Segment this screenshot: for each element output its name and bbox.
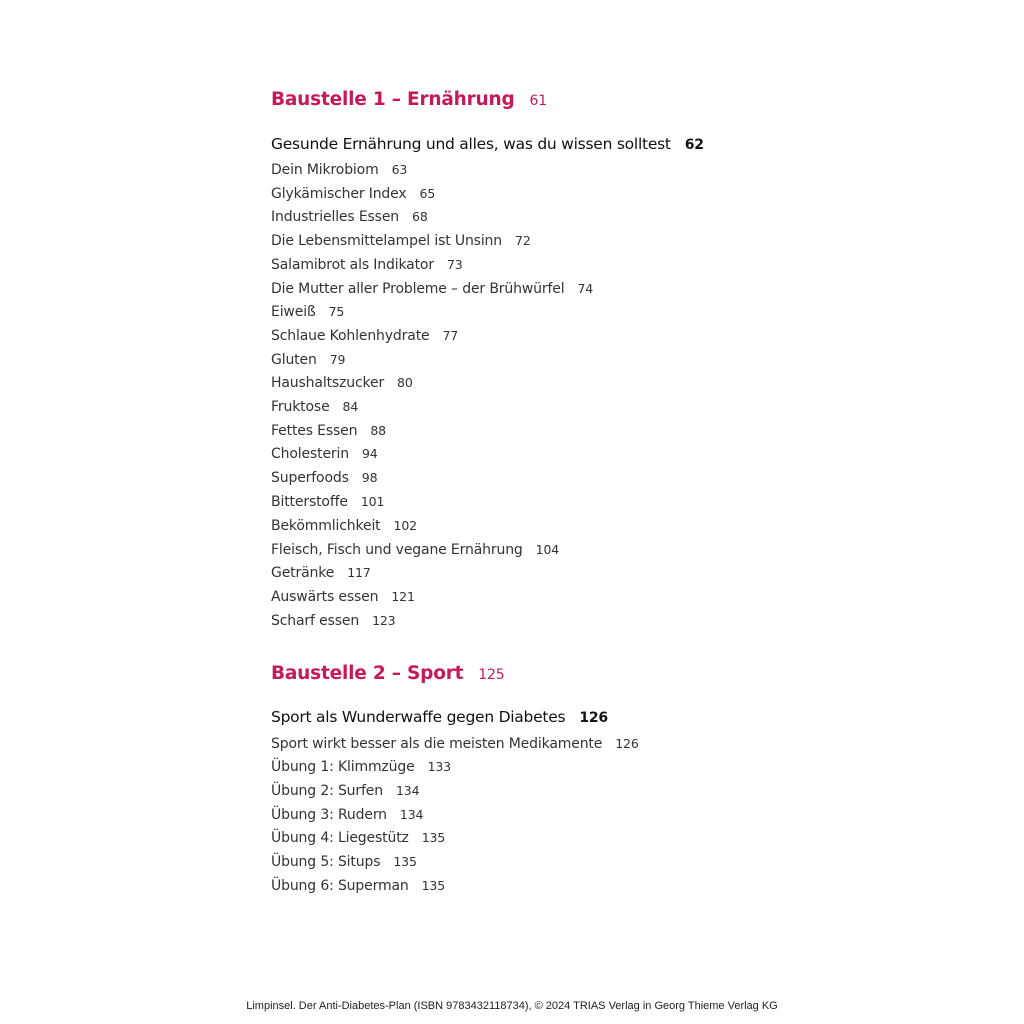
entry-title: Schlaue Kohlenhydrate: [271, 328, 430, 344]
toc-entry: [271, 736, 639, 752]
entry-title: Bekömmlichkeit: [271, 518, 381, 534]
entry-title: Superfoods: [271, 470, 349, 486]
entry-title: Übung 1: Klimmzüge: [271, 759, 415, 775]
entry-page-number: 101: [360, 494, 385, 509]
entry-title: Die Mutter aller Probleme – der Brühwürfel: [271, 281, 565, 297]
toc-entry: [271, 375, 413, 391]
entry-page-number: 135: [421, 830, 446, 845]
entry-page-number: 75: [328, 304, 345, 319]
entry-page-number: 65: [419, 186, 436, 201]
toc-entry: [271, 162, 407, 178]
entry-title: Übung 5: Situps: [271, 854, 381, 870]
entry-title: Haushaltszucker: [271, 375, 385, 391]
entry-title: Sport wirkt besser als die meisten Medikamente: [271, 736, 603, 752]
chapter-title: Sport als Wunderwaffe gegen Diabetes: [271, 708, 566, 726]
entry-page-number: 133: [427, 759, 451, 774]
toc-entry: [271, 470, 377, 486]
toc-entry: [271, 542, 559, 558]
toc-entry: [271, 830, 445, 846]
section-heading: [271, 663, 504, 684]
entry-title: Glykämischer Index: [271, 186, 407, 202]
entry-title: Cholesterin: [271, 446, 349, 462]
entry-page-number: 73: [446, 257, 463, 272]
toc-entry: [271, 328, 458, 344]
entry-page-number: 98: [361, 470, 378, 485]
toc-entry: [271, 494, 384, 510]
toc-entry: [271, 518, 417, 534]
entry-title: Dein Mikrobiom: [271, 162, 379, 178]
entry-page-number: 123: [372, 613, 396, 628]
entry-page-number: 80: [397, 375, 413, 390]
section-title: Baustelle 2 – Sport: [271, 663, 464, 684]
entry-title: Eiweiß: [271, 304, 316, 320]
toc-entry: [271, 423, 386, 439]
entry-page-number: 77: [442, 328, 459, 343]
entry-title: Übung 6: Superman: [271, 878, 409, 894]
toc-entry: [271, 759, 451, 775]
entry-title: Getränke: [271, 565, 335, 581]
entry-page-number: 102: [393, 518, 417, 533]
entry-title: Industrielles Essen: [271, 209, 400, 225]
toc-entry: [271, 304, 344, 320]
toc-entry: [271, 854, 417, 870]
entry-title: Auswärts essen: [271, 589, 379, 605]
toc-entry: [271, 446, 378, 462]
entry-page-number: 72: [515, 233, 531, 248]
toc-entry: [271, 783, 419, 799]
entry-page-number: 94: [361, 446, 378, 461]
chapter-title: Gesunde Ernährung und alles, was du wissen solltest: [271, 135, 671, 153]
toc-entry: [271, 186, 435, 202]
entry-title: Scharf essen: [271, 613, 360, 629]
entry-title: Fettes Essen: [271, 423, 358, 439]
entry-page-number: 84: [342, 399, 359, 414]
toc-entry: [271, 352, 345, 368]
section-heading: [271, 89, 547, 110]
toc-entry: [271, 281, 593, 297]
copyright-footer: Limpinsel. Der Anti-Diabetes-Plan (ISBN 9783432118734), © 2024 TRIAS Verlag in Georg Thieme Verlag KG: [246, 1000, 778, 1012]
entry-title: Fruktose: [271, 399, 330, 415]
toc-entry: [271, 589, 415, 605]
section-title: Baustelle 1 – Ernährung: [271, 89, 515, 110]
toc-entry: [271, 209, 428, 225]
chapter-page-number: 62: [684, 137, 704, 153]
entry-page-number: 104: [535, 542, 560, 557]
entry-page-number: 134: [399, 807, 424, 822]
toc-entry: [271, 399, 358, 415]
entry-page-number: 74: [577, 281, 594, 296]
chapter-heading: [271, 708, 608, 726]
entry-page-number: 135: [393, 854, 417, 869]
chapter-heading: [271, 135, 704, 153]
toc-entry: [271, 613, 395, 629]
entry-page-number: 121: [391, 589, 415, 604]
entry-title: Übung 2: Surfen: [271, 783, 383, 799]
toc-entry: [271, 565, 371, 581]
chapter-page-number: 126: [579, 710, 608, 726]
entry-page-number: 135: [421, 878, 446, 893]
entry-page-number: 126: [615, 736, 639, 751]
entry-page-number: 63: [391, 162, 408, 177]
toc-entry: [271, 257, 463, 273]
entry-title: Übung 3: Rudern: [271, 807, 387, 823]
entry-page-number: 134: [395, 783, 420, 798]
toc-entry: [271, 878, 445, 894]
entry-title: Gluten: [271, 352, 317, 368]
entry-title: Salamibrot als Indikator: [271, 257, 434, 273]
toc-entry: [271, 233, 531, 249]
entry-title: Die Lebensmittelampel ist Unsinn: [271, 233, 503, 249]
entry-title: Bitterstoffe: [271, 494, 348, 510]
toc-entry: [271, 807, 423, 823]
entry-title: Fleisch, Fisch und vegane Ernährung: [271, 542, 523, 558]
entry-page-number: 68: [412, 209, 428, 224]
entry-page-number: 117: [347, 565, 371, 580]
entry-title: Übung 4: Liegestütz: [271, 830, 409, 846]
entry-page-number: 88: [370, 423, 386, 438]
section-page-number: 125: [478, 667, 505, 683]
section-page-number: 61: [529, 93, 547, 109]
entry-page-number: 79: [329, 352, 346, 367]
